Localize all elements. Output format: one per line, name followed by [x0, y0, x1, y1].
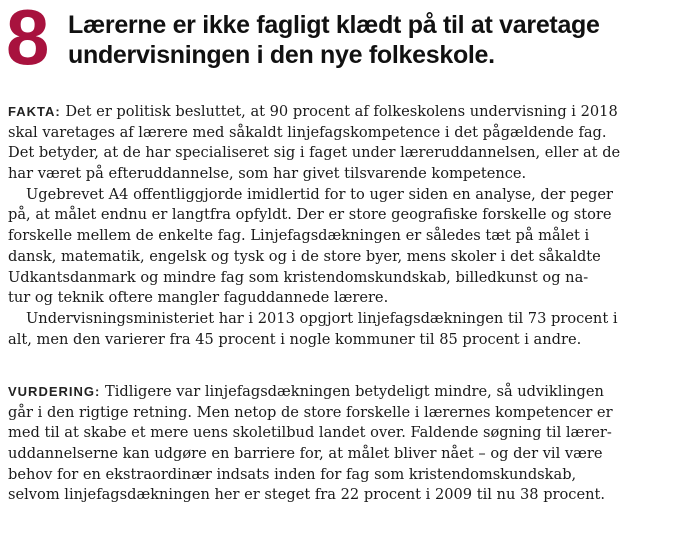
fakta-line: Ugebrevet A4 offentliggjorde imidlertid for to uger siden en analyse, der peger [26, 185, 613, 203]
fakta-line: dansk, matematik, engelsk og tysk og i de store byer, mens skoler i det såkaldte [8, 247, 601, 265]
fakta-label: FAKTA: [8, 104, 61, 119]
fakta-line: på, at målet endnu er langtfra opfyldt. Der er store geografiske forskelle og store [8, 206, 612, 224]
vurdering-line: uddannelserne kan udgøre en barriere for, at målet bliver nået – og der vil være [8, 445, 603, 463]
fakta-line: har været på efteruddannelse, som har givet tilsvarende kompetence. [8, 165, 527, 183]
fakta-line [8, 102, 698, 123]
fakta-line: forskelle mellem de enkelte fag. Linjefagsdækningen er således tæt på målet i [8, 227, 590, 245]
article-header [6, 0, 696, 81]
headline [68, 10, 688, 70]
vurdering-line: går i den rigtige retning. Men netop de store forskelle i lærernes kompetencer er [8, 403, 613, 421]
headline-line-1: Lærerne er ikke fagligt klædt på til at varetage [68, 11, 600, 39]
vurdering-label: VURDERING: [8, 384, 101, 399]
headline-line-2: undervisningen i den nye folkeskole. [68, 41, 495, 69]
item-number: 8 [6, 0, 48, 81]
fakta-line: alt, men den varierer fra 45 procent i nogle kommuner til 85 procent i andre. [8, 330, 582, 348]
fakta-line: tur og teknik oftere mangler faguddannede lærere. [8, 289, 389, 307]
vurdering-line [8, 382, 698, 403]
fakta-line-text: Det er politisk besluttet, at 90 procent af folkeskolens undervisning i 2018 [60, 103, 618, 120]
fakta-line: Det betyder, at de har specialiseret sig i faget under læreruddannelsen, eller at de [8, 144, 621, 162]
vurdering-line: behov for en ekstraordinær indsats inden for fag som kristendomskundskab, [8, 465, 577, 483]
fakta-line: skal varetages af lærere med såkaldt linjefagskompetence i det pågældende fag. [8, 123, 607, 141]
vurdering-line: selvom linjefagsdækningen her er steget fra 22 procent i 2009 til nu 38 procent. [8, 486, 606, 504]
fakta-line: Undervisningsministeriet har i 2013 opgjort linjefagsdækningen til 73 procent i [26, 309, 618, 327]
vurdering-line: med til at skabe et mere uens skoletilbud landet over. Faldende søgning til lærer- [8, 424, 612, 442]
fakta-section [8, 102, 698, 350]
fakta-line: Udkantsdanmark og mindre fag som kristendomskundskab, billedkunst og na- [8, 268, 589, 286]
vurdering-line-text: Tidligere var linjefagsdækningen betydeligt mindre, så udviklingen [100, 383, 604, 400]
vurdering-section [8, 382, 698, 506]
